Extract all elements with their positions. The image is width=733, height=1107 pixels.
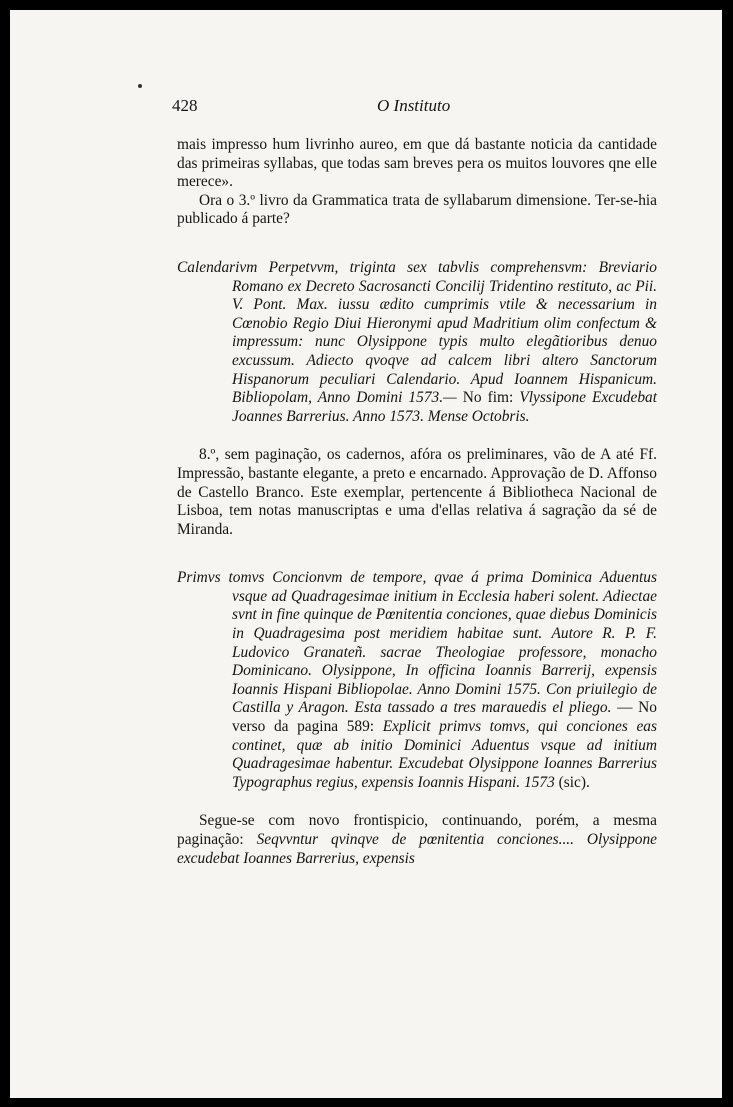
paragraph-description: 8.º, sem paginação, os cadernos, afóra os preliminares, vão de A até Ff. Impressão, bastante elegante, a preto e encarnado. Approvação de D. Affonso de Castello Branco. Este exemplar, pertencente á Bibliotheca Nacional de Lisboa, tem notas manuscriptas e uma d'ellas relativa á sagração da sé de Miranda. <box>177 446 657 538</box>
entry-title-text: Calendarivm Perpetvvm, triginta sex tabvlis comprehensvm: Breviario Romano ex Decreto Sacrosancti Concilij Tridentino restituto, ac Pii. V. Pont. Max. iussu ædito cumprimis vtile & necessarium in Cœnobio Regio Diui Hieronymi apud Madritium olim confectum & impressum: nunc Olysippone typis multo elegãtioribus denuo excussum. Adiecto qvoqve ad calcem libri altero Sanctorum Hispanorum peculiari Calendario. Apud Ioannem Hispanicum. Bibliopolam, Anno Domini 1573.— <box>177 258 657 407</box>
running-title: O Instituto <box>377 96 451 115</box>
entry-title-text: Primvs tomvs Concionvm de tempore, qvae á prima Dominica Aduentus vsque ad Quadragesimae initium in Ecclesia haberi solent. Adiectae svnt in fine quinque de Pœnitentia conciones, quae diebus Dominicis in Quadragesima post meridiem habitae sunt. Autore R. P. F. Ludovico Granateñ. sacrae Theologiae professore, monacho Dominicano. Olysippone, In officina Ioannis Barrerij, expensis Ioannis Hispani Bibliopolae. Anno Domini 1575. Con priuilegio de Castilla y Aragon. Esta tassado a tres marauedis el pliego. <box>177 569 657 717</box>
entry-colophon-text: Explicit primvs tomvs, qui conciones eas continet, quæ ab initio Dominici Aduentus vsque ad initium Quadragesimae habentur. Excudebat Olysippone Ioannes Barrerius Typographus regius, expensis Ioannis Hispani. 1573 <box>232 718 657 791</box>
entry-colophon-text: Vlyssipone Excudebat Joannes Barrerius. Anno 1573. Mense Octobris. <box>232 389 657 425</box>
bibliographic-entry-calendarium <box>177 259 657 426</box>
scanned-page <box>10 10 722 1098</box>
page-body <box>177 136 657 868</box>
paragraph-italic-title: Seqvvntur qvinqve de pœnitentia conciones.... Olysippone excudebat Ioannes Barrerius, expensis <box>177 831 657 867</box>
paragraph-continuation-frontispicio <box>177 812 657 868</box>
paragraph-grammatica: Ora o 3.º livro da Grammatica trata de syllabarum dimensione. Ter-se-hia publicado á parte? <box>177 191 657 228</box>
entry-colophon-label: — No verso da pagina 589: <box>232 699 657 736</box>
ink-speck <box>138 84 142 88</box>
paragraph-text: Segue-se com novo frontispicio, continuando, porém, a mesma paginação: <box>177 812 657 848</box>
paragraph-continuation: mais impresso hum livrinho aureo, em que dá bastante noticia da cantidade das primeiras syllabas, que todas sam breves pera os muitos louvores qne elle merece». <box>177 136 657 191</box>
bibliographic-entry-concionum <box>177 569 657 792</box>
entry-colophon-label: No fim: <box>456 389 520 407</box>
entry-sic-note: (sic). <box>554 773 590 791</box>
page-header <box>172 96 662 118</box>
page-number: 428 <box>172 96 198 115</box>
